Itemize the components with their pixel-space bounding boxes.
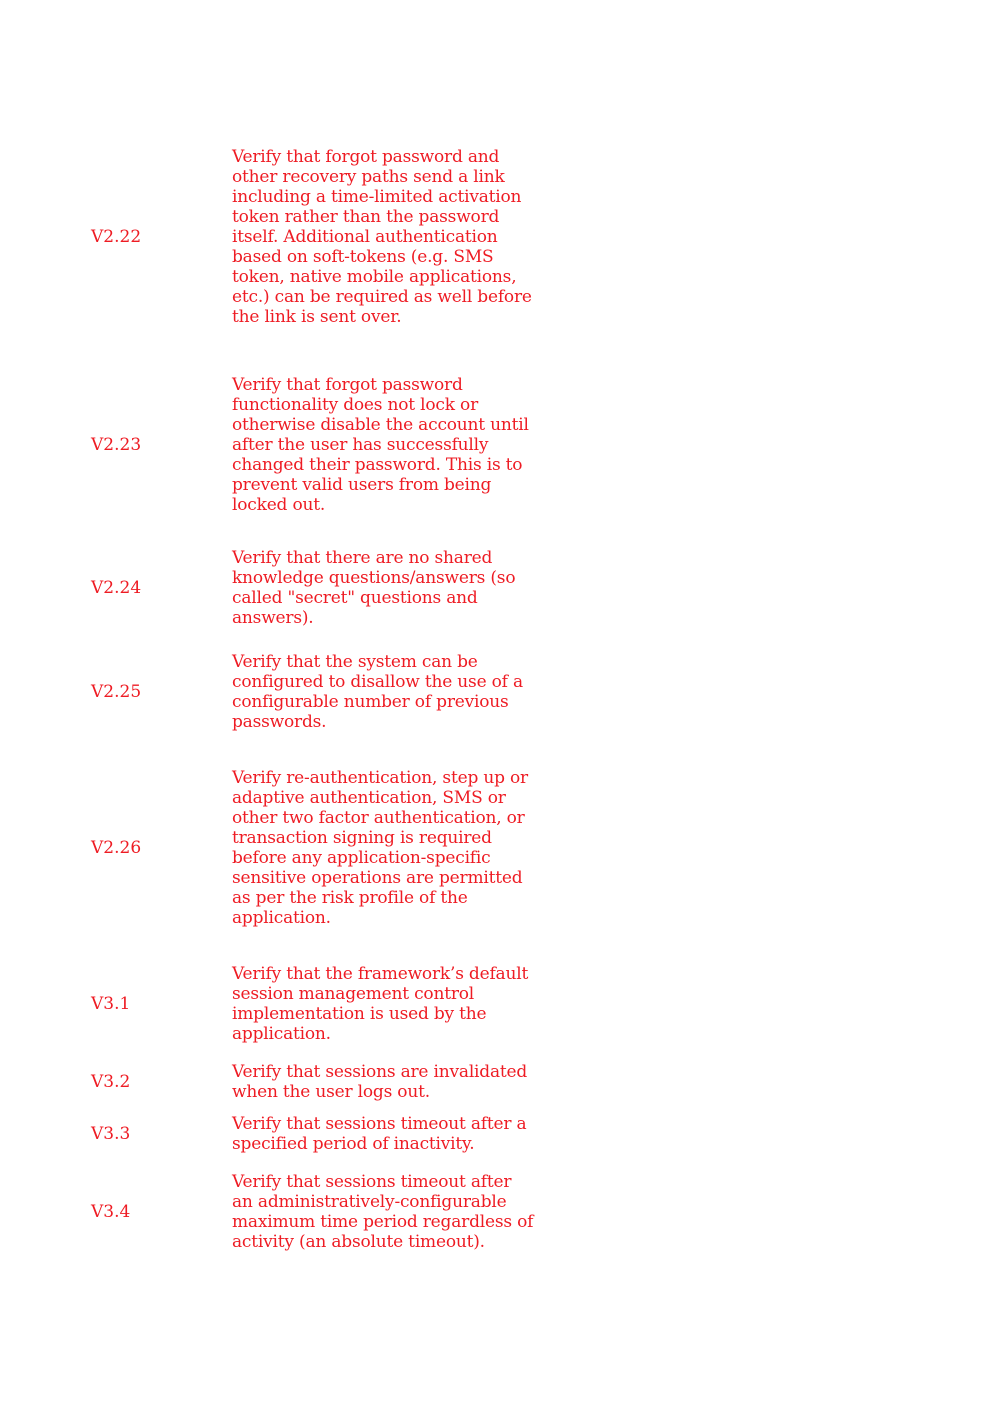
requirement-text: Verify that sessions are invalidated when the user logs out.: [232, 1062, 528, 1102]
requirement-id: V2.22: [91, 227, 142, 247]
requirement-text: Verify that forgot password and other recovery paths send a link including a time-limited activation token rather than the password itself. Additional authentication based on soft-tokens (e.g. SMS token, native mobile applications, etc.) can be required as well before the link is sent over.: [232, 147, 532, 327]
requirement-id: V3.2: [91, 1072, 131, 1092]
requirement-text: Verify that the framework’s default session management control implementation is used by the application.: [232, 964, 529, 1044]
requirement-id: V3.4: [91, 1202, 131, 1222]
requirement-id: V2.23: [91, 435, 142, 455]
requirement-text: Verify that forgot password functionality does not lock or otherwise disable the account until after the user has successfully changed their password. This is to prevent valid users from being locked out.: [232, 375, 529, 515]
requirement-text: Verify that sessions timeout after a specified period of inactivity.: [232, 1114, 527, 1154]
requirement-text: Verify that sessions timeout after an administratively-configurable maximum time period regardless of activity (an absolute timeout).: [232, 1172, 534, 1252]
requirement-id: V3.1: [91, 994, 131, 1014]
requirement-id: V2.25: [91, 682, 142, 702]
requirement-id: V2.24: [91, 578, 142, 598]
requirement-text: Verify that the system can be configured to disallow the use of a configurable number of previous passwords.: [232, 652, 523, 732]
requirement-text: Verify re-authentication, step up or adaptive authentication, SMS or other two factor authentication, or transaction signing is required before any application-specific sensitive operations are permitted as per the risk profile of the application.: [232, 768, 528, 928]
requirement-text: Verify that there are no shared knowledge questions/answers (so called "secret" questions and answers).: [232, 548, 516, 628]
requirement-id: V2.26: [91, 838, 142, 858]
requirement-id: V3.3: [91, 1124, 131, 1144]
